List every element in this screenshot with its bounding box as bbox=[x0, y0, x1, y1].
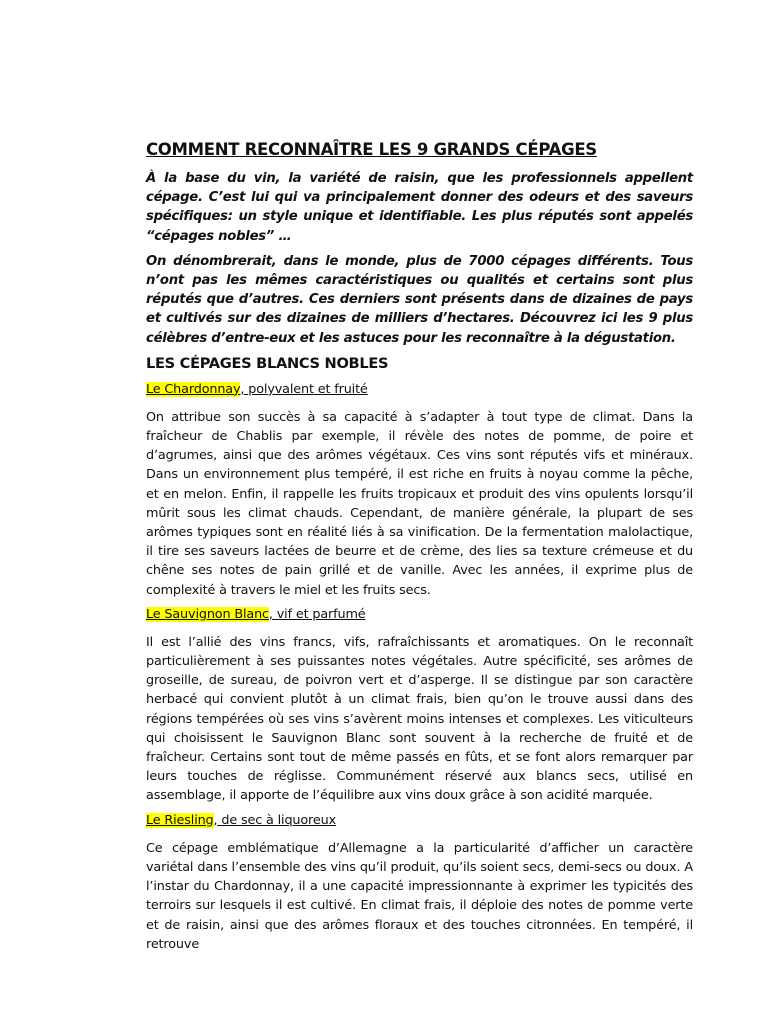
cepage-name-highlight: Le Riesling bbox=[146, 812, 214, 828]
cepage-tagline: , de sec à liquoreux bbox=[213, 812, 336, 828]
cepage-tagline: , polyvalent et fruité bbox=[240, 381, 368, 397]
cepage-description-riesling: Ce cépage emblématique d’Allemagne a la particularité d’afficher un caractère variétal dans l’ensemble des vins qu’il produit, qu’ils soient secs, demi-secs ou doux. A l’instar du Chardonnay, il a une capacité impressionnante à exprimer les typicités des terroirs sur lesquels il est cultivé. En climat frais, il déploie des notes de pomme verte et de raisin, ainsi que des arômes floraux et des touches citronnées. En tempéré, il retrouve bbox=[146, 840, 693, 952]
cepage-name-highlight: Le Chardonnay bbox=[146, 381, 241, 397]
section-heading: LES CÉPAGES BLANCS NOBLES bbox=[146, 354, 389, 372]
intro-paragraph-2: On dénombrerait, dans le monde, plus de 7000 cépages différents. Tous n’ont pas les mêmes caractéristiques ou qualités et certains sont plus réputés que d’autres. Ces derniers sont présents dans de dizaines de pays et cultivés sur des dizaines de milliers d’hectares. Découvrez ici les 9 plus célèbres d’entre-eux et les astuces pour les reconnaître à la dégustation. bbox=[146, 253, 693, 346]
cepage-tagline: , vif et parfumé bbox=[268, 606, 366, 622]
cepage-heading-sauvignon bbox=[146, 606, 693, 624]
cepage-heading-riesling bbox=[146, 812, 693, 830]
document-title: COMMENT RECONNAÎTRE LES 9 GRANDS CÉPAGES bbox=[146, 140, 597, 159]
intro-paragraph-1: À la base du vin, la variété de raisin, que les professionnels appellent cépage. C’est lui qui va principalement donner des odeurs et des saveurs spécifiques: un style unique et identifiable. Les plus réputés sont appelés “cépages nobles” … bbox=[146, 171, 693, 244]
document-page bbox=[146, 139, 693, 960]
cepage-heading-chardonnay bbox=[146, 381, 693, 399]
cepage-description-chardonnay: On attribue son succès à sa capacité à s’adapter à tout type de climat. Dans la fraîcheur de Chablis par exemple, il révèle des notes de pomme, de poire et d’agrumes, ainsi que des arômes végétaux. Ces vins sont réputés vifs et minéraux. Dans un environnement plus tempéré, il est riche en fruits à noyau comme la pêche, et en melon. Enfin, il rappelle les fruits tropicaux et produit des vins opulents lorsqu’il mûrit sous les climat chauds. Cependant, de manière générale, la plupart de ses arômes typiques sont en réalité liés à sa vinification. De la fermentation malolactique, il tire ses saveurs lactées de beurre et de crème, des lies sa texture crémeuse et du chêne ses notes de pain grillé et de vanille. Avec les années, il exprime plus de complexité à travers le miel et les fruits secs. bbox=[146, 409, 693, 598]
cepage-description-sauvignon: Il est l’allié des vins francs, vifs, rafraîchissants et aromatiques. On le reconnaît particulièrement à ses puissantes notes végétales. Autre spécificité, ses arômes de groseille, de sureau, de poivron vert et d’asperge. Il se distingue par son caractère herbacé qui convient plutôt à un climat frais, bien qu’on le trouve aussi dans des régions tempérées où ses vins s’avèrent moins intenses et complexes. Les viticulteurs qui choisissent le Sauvignon Blanc sont souvent à la recherche de fruité et de fraîcheur. Certains sont tout de même passés en fûts, et se font alors remarquer par leurs touches de réglisse. Communément réservé aux blancs secs, utilisé en assemblage, il apporte de l’équilibre aux vins doux grâce à son acidité marquée. bbox=[146, 634, 693, 804]
cepage-name-highlight: Le Sauvignon Blanc bbox=[146, 606, 269, 622]
